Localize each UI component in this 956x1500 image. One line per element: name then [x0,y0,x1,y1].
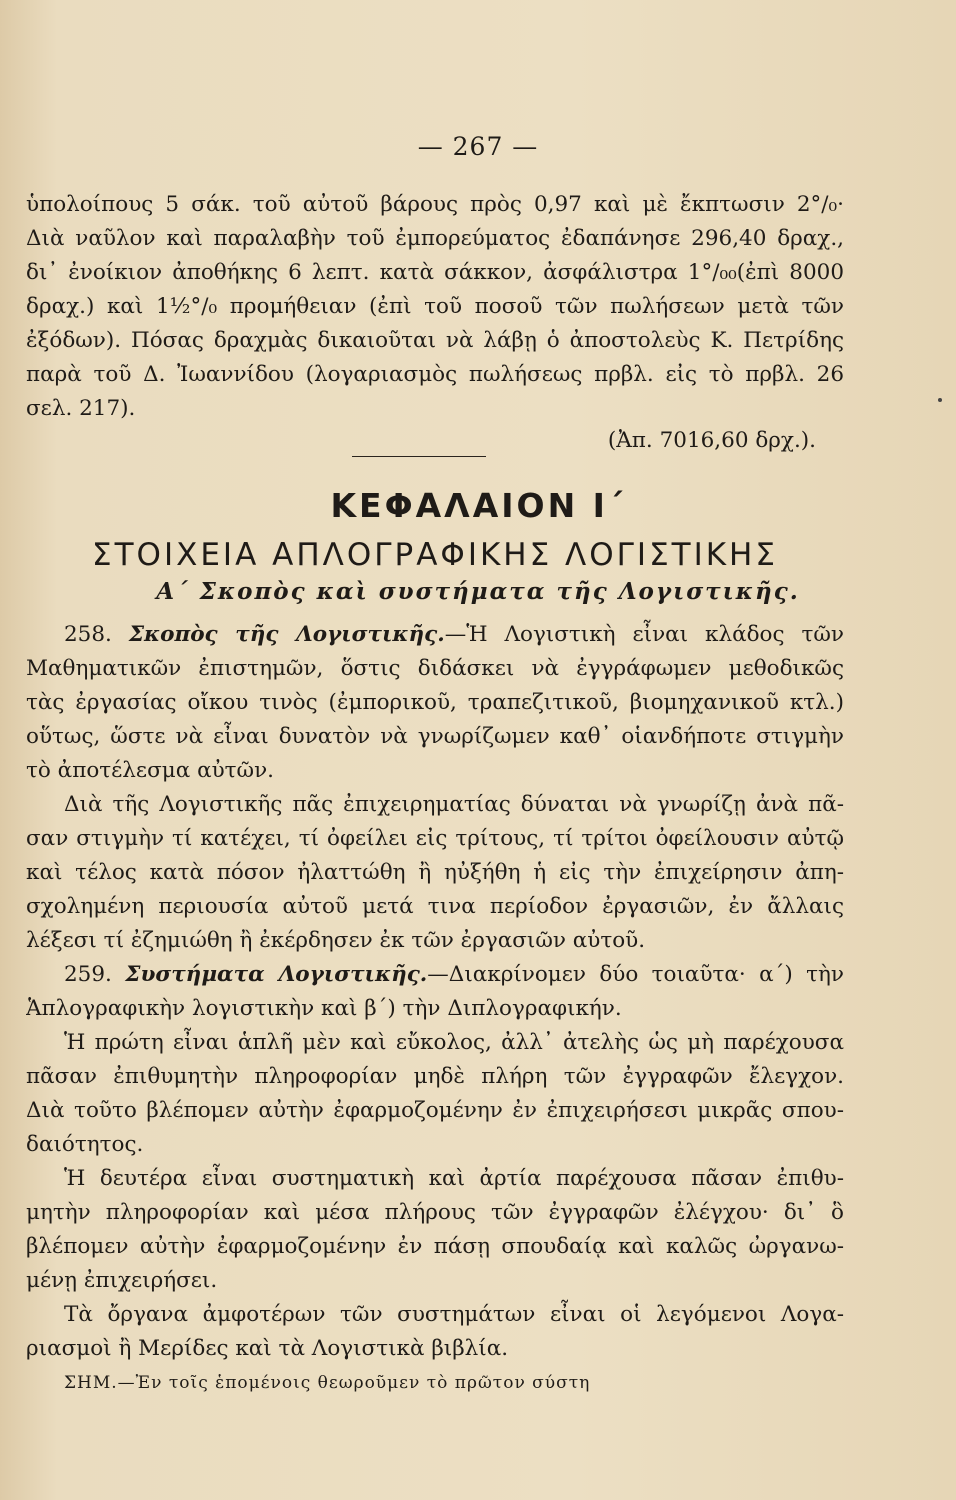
paragraph-259-first-line [26,958,844,992]
text-line: ριασμοὶ ἢ Μερίδες καὶ τὰ Λογιστικὰ βιβλία. [26,1336,509,1361]
margin-speck [938,398,942,402]
text-line: τὰς ἐργασίας οἴκου τινὸς (ἐμπορικοῦ, τραπεζιτικοῦ, βιομηχανικοῦ κτλ.) [26,690,844,715]
text-line: βλέπομεν αὐτὴν ἐφαρμοζομένην ἐν πάσῃ σπουδαίᾳ καὶ καλῶς ὠργανω- [26,1234,844,1259]
text-line: Ἁπλογραφικὴν λογιστικὴν καὶ β΄) τὴν Διπλογραφικήν. [26,996,622,1021]
text-line: ὑπολοίπους 5 σάκ. τοῦ αὐτοῦ βάρους πρὸς 0,97 καὶ μὲ ἔκπτωσιν 2°/₀· [26,192,844,217]
footnote: ΣΗΜ.—Ἐν τοῖς ἑπομένοις θεωροῦμεν τὸ πρῶτον σύστη [64,1373,591,1393]
paragraph-text: —Διακρίνομεν δύο τοιαῦτα· α΄) τὴν [427,962,844,987]
text-line: λέξεσι τί ἐζημιώθη ἢ ἐκέρδησεν ἐκ τῶν ἐργασιῶν αὐτοῦ. [26,928,646,953]
text-line: μητὴν πληροφορίαν καὶ μέσα πλήρους τῶν ἐγγραφῶν ἐλέγχου· δι᾽ ὃ [26,1200,844,1225]
chapter-title: ΚΕΦΑΛΑΙΟΝ Ι΄ [330,486,626,525]
answer-text: (Ἀπ. 7016,60 δρχ.). [607,428,816,453]
subsection-title: Α΄ Σκοπὸς καὶ συστήματα τῆς Λογιστικῆς. [156,578,800,605]
answer-block [26,424,844,458]
body-text [26,618,844,1400]
text-line: τὸ ἀποτέλεσμα αὐτῶν. [26,758,274,783]
paragraph-heading: Συστήματα Λογιστικῆς. [125,962,428,987]
text-line: παρὰ τοῦ Δ. Ἰωαννίδου (λογαριασμὸς πωλήσεως πρβλ. εἰς τὸ πρβλ. 26 [26,362,844,387]
text-line: Διὰ τῆς Λογιστικῆς πᾶς ἐπιχειρηματίας δύναται νὰ γνωρίζῃ ἀνὰ πᾶ- [64,792,844,817]
separator-rule [352,456,486,457]
text-line: οὕτως, ὥστε νὰ εἶναι δυνατὸν νὰ γνωρίζωμεν καθ᾽ οἱανδήποτε στιγμὴν [26,724,844,749]
text-line: σαν στιγμὴν τί κατέχει, τί ὀφείλει εἰς τρίτους, τί τρίτοι ὀφείλουσιν αὐτῷ [26,826,844,851]
text-line: Ἡ πρώτη εἶναι ἁπλῆ μὲν καὶ εὔκολος, ἀλλ᾽ ἀτελὴς ὡς μὴ παρέχουσα [64,1030,844,1055]
text-line: μένῃ ἐπιχειρήσει. [26,1268,218,1293]
text-line: Ἡ δευτέρα εἶναι συστηματικὴ καὶ ἀρτία παρέχουσα πᾶσαν ἐπιθυ- [64,1166,844,1191]
text-line: καὶ τέλος κατὰ πόσον ἠλαττώθη ἢ ηὐξήθη ἡ εἰς τὴν ἐπιχείρησιν ἀπη- [26,860,844,885]
text-line: Τὰ ὄργανα ἀμφοτέρων τῶν συστημάτων εἶναι οἱ λεγόμενοι Λογα- [64,1302,844,1327]
text-line: δι᾽ ἐνοίκιον ἀποθήκης 6 λεπτ. κατὰ σάκκον, ἀσφάλιστρα 1°/₀₀(ἐπὶ 8000 [26,260,844,285]
paragraph-number: 258. [64,622,112,647]
paragraph-text: —Ἡ Λογιστικὴ εἶναι κλάδος τῶν [444,622,844,647]
paragraph-heading: Σκοπὸς τῆς Λογιστικῆς. [128,622,445,647]
text-line: σελ. 217). [26,396,136,421]
paragraph-258-first-line [26,618,844,652]
section-title: ΣΤΟΙΧΕΙΑ ΑΠΛΟΓΡΑΦΙΚΗΣ ΛΟΓΙΣΤΙΚΗΣ [92,537,778,573]
paragraph-number: 259. [64,962,112,987]
text-line: Διὰ τοῦτο βλέπομεν αὐτὴν ἐφαρμοζομένην ἐν ἐπιχειρήσεσι μικρᾶς σπου- [26,1098,844,1123]
text-line: δραχ.) καὶ 1½°/₀ προμήθειαν (ἐπὶ τοῦ ποσοῦ τῶν πωλήσεων μετὰ τῶν [26,294,844,319]
text-line: πᾶσαν ἐπιθυμητὴν πληροφορίαν μηδὲ πλήρη τῶν ἐγγραφῶν ἔλεγχον. [26,1064,844,1089]
text-line: Μαθηματικῶν ἐπιστημῶν, ὅστις διδάσκει νὰ ἐγγράφωμεν μεθοδικῶς [26,656,844,681]
text-line: σχολημένη περιουσία αὐτοῦ μετά τινα περίοδον ἐργασιῶν, ἐν ἄλλαις [26,894,844,919]
exercise-text [26,188,844,426]
page-number: — 267 — [417,132,539,161]
text-line: ἐξόδων). Πόσας δραχμὰς δικαιοῦται νὰ λάβῃ ὁ ἀποστολεὺς Κ. Πετρίδης [26,328,844,353]
text-line: Διὰ ναῦλον καὶ παραλαβὴν τοῦ ἐμπορεύματος ἐδαπάνησε 296,40 δραχ., [26,226,844,251]
text-line: δαιότητος. [26,1132,144,1157]
